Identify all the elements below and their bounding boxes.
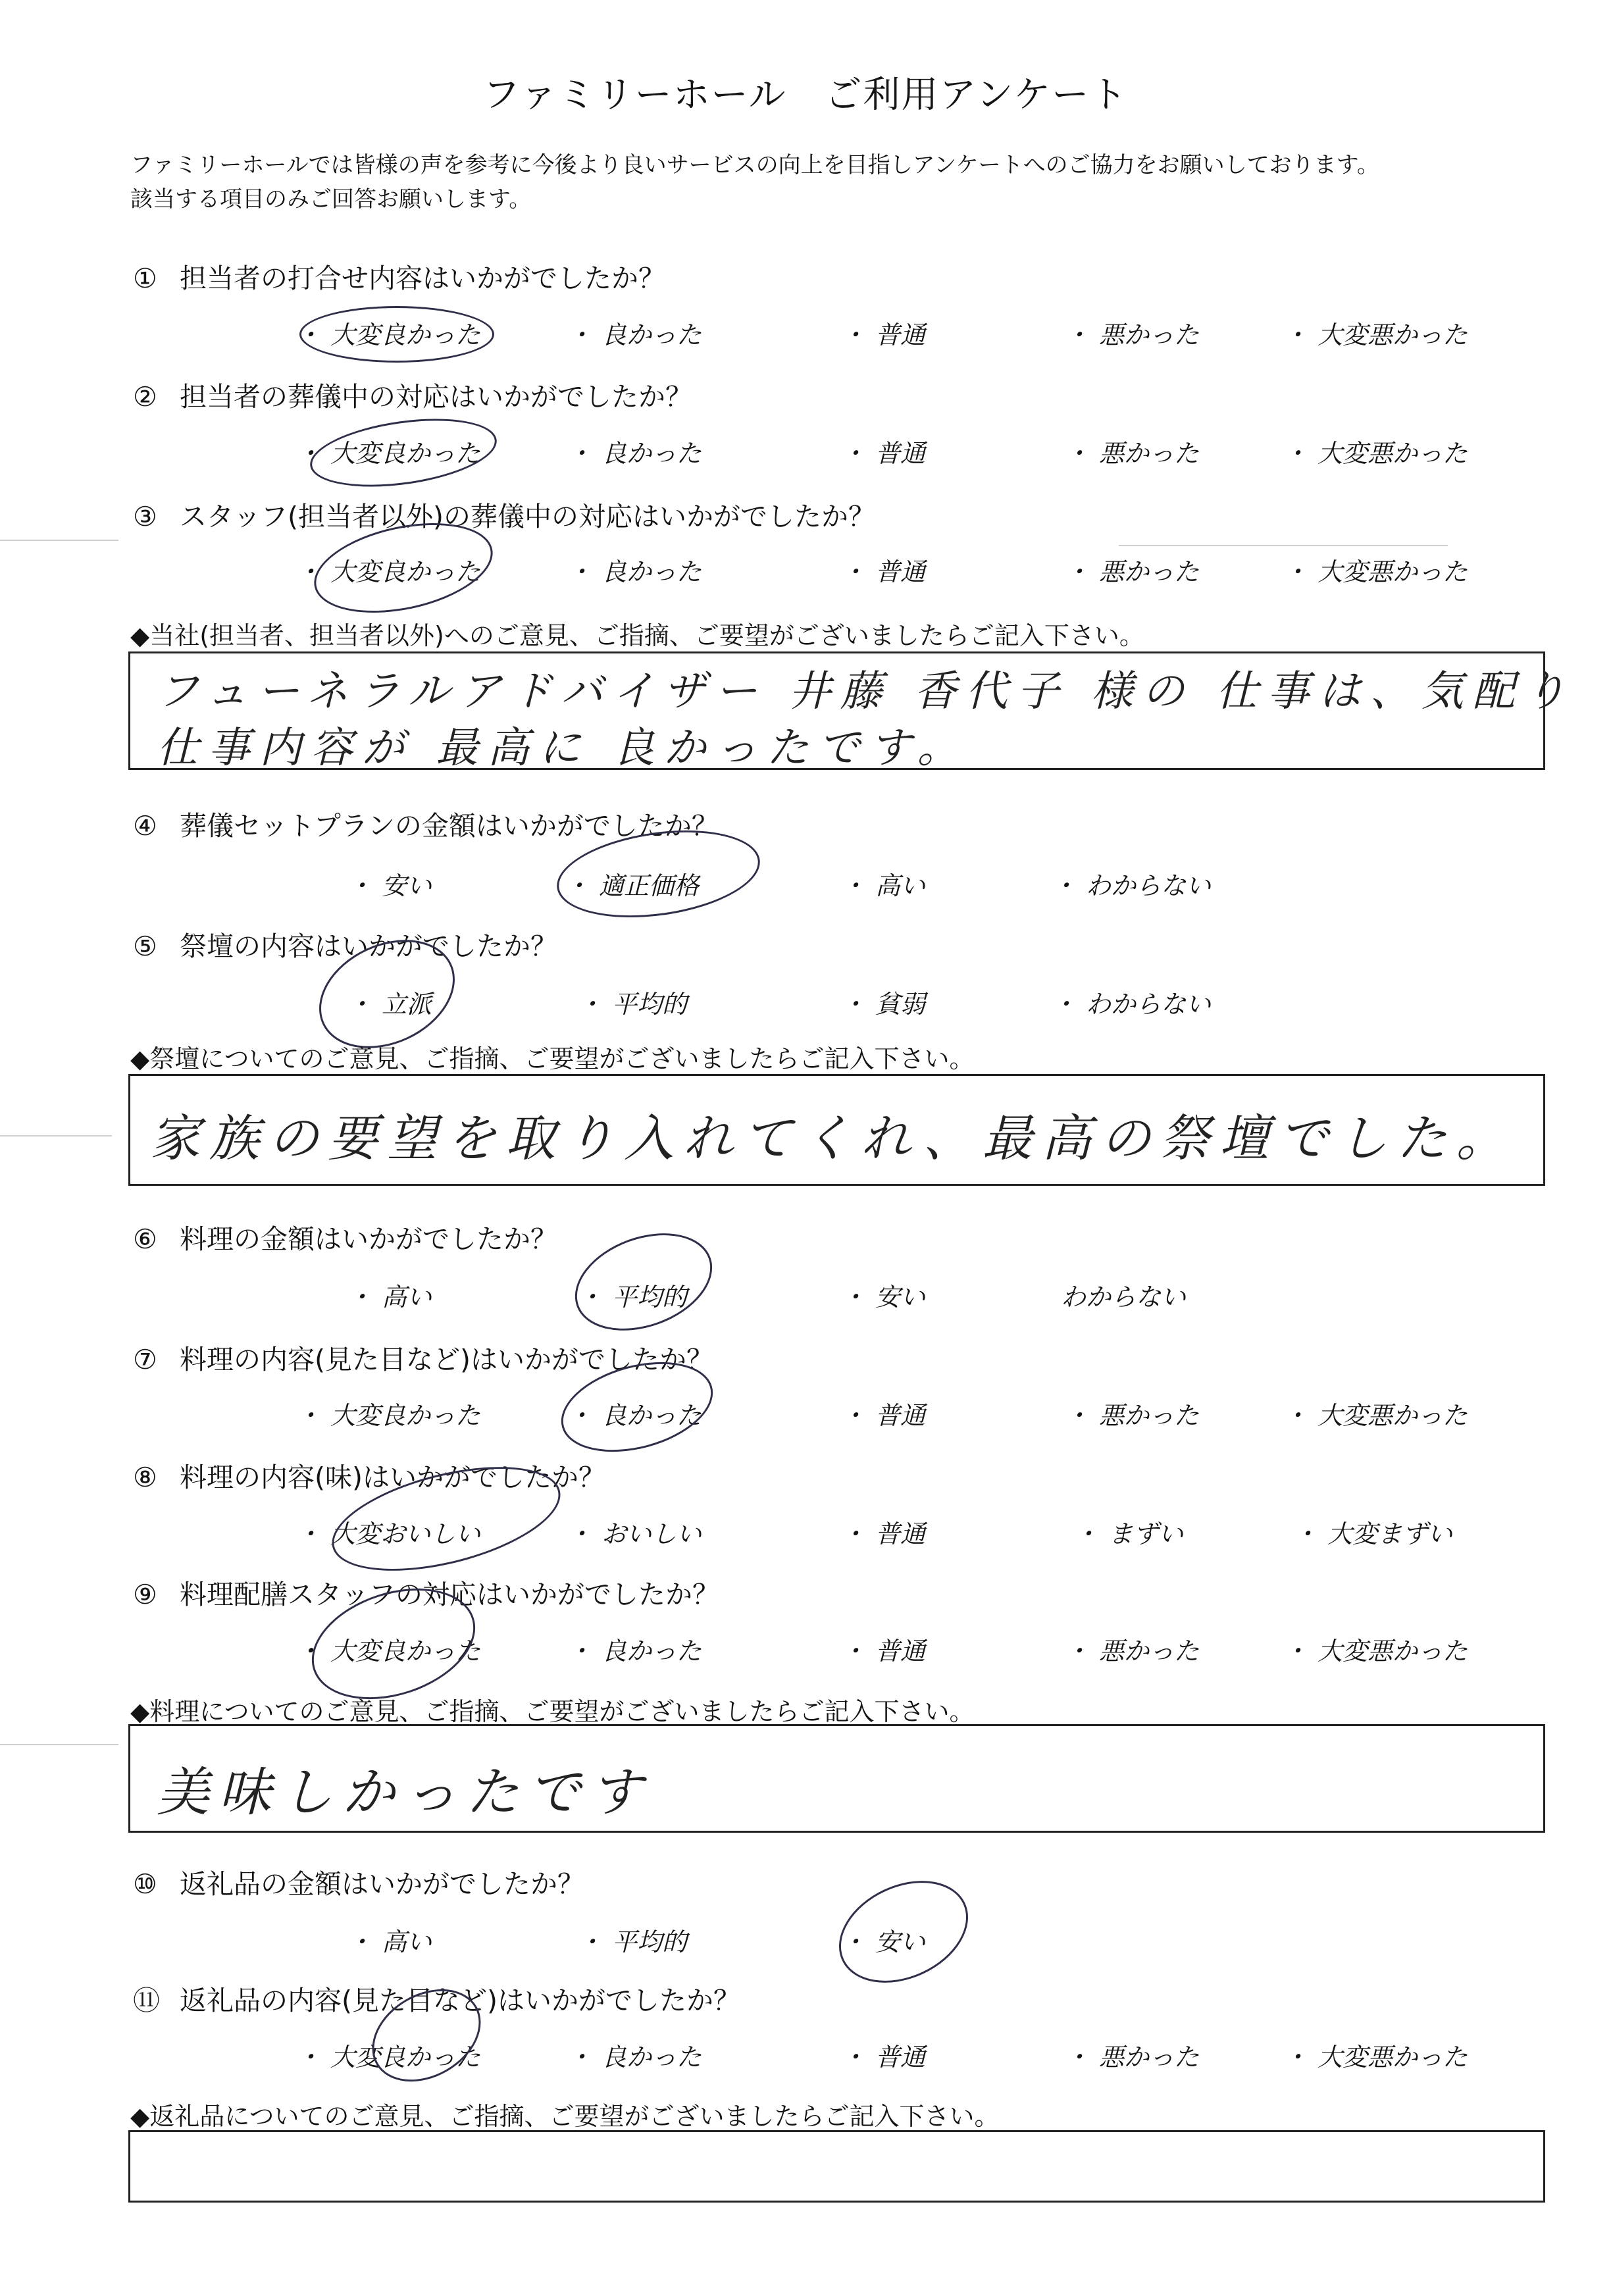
- option-expensive[interactable]: ・ 高い: [347, 1927, 432, 1956]
- scan-artifact: [0, 540, 118, 541]
- intro-line: 該当する項目のみご回答お願いします。: [130, 186, 532, 213]
- question-number: ⑪: [133, 1985, 160, 2016]
- question-5: [133, 925, 557, 963]
- option-bad[interactable]: ・ 悪かった: [1065, 557, 1200, 586]
- question-2: [133, 375, 692, 414]
- option-good[interactable]: ・ 良かった: [567, 557, 702, 586]
- comment-box[interactable]: [128, 1724, 1545, 1833]
- options-4: [0, 865, 1611, 905]
- option-very-bad[interactable]: ・ 大変悪かった: [1283, 439, 1468, 468]
- option-very-good[interactable]: ・ 大変良かった: [296, 1401, 481, 1430]
- handwritten-comment: 家族の要望を取り入れてくれ、最高の祭壇でした。: [150, 1109, 1516, 1167]
- option-good[interactable]: ・ 良かった: [567, 1401, 702, 1430]
- option-very-good[interactable]: ・ 大変良かった: [296, 320, 481, 349]
- question-number: ⑩: [133, 1868, 157, 1900]
- option-good[interactable]: ・ 良かった: [567, 320, 702, 349]
- option-cheap[interactable]: ・ 安い: [347, 871, 432, 900]
- option-bad[interactable]: ・ 悪かった: [1065, 320, 1200, 349]
- option-average[interactable]: ・ 平均的: [578, 1283, 688, 1312]
- option-good[interactable]: ・ 良かった: [567, 439, 702, 468]
- option-average[interactable]: ・ 普通: [841, 439, 926, 468]
- option-average[interactable]: ・ 普通: [841, 557, 926, 586]
- question-number: ④: [133, 810, 157, 842]
- answer-circle: [299, 306, 494, 363]
- option-average[interactable]: ・ 普通: [841, 2043, 926, 2072]
- option-very-good[interactable]: ・ 大変良かった: [296, 557, 481, 586]
- option-bad-taste[interactable]: ・ まずい: [1074, 1519, 1184, 1548]
- option-unknown[interactable]: ・ わからない: [1052, 990, 1212, 1019]
- option-splendid[interactable]: ・ 立派: [347, 990, 432, 1019]
- options-5: [0, 984, 1611, 1023]
- comment-box[interactable]: [128, 2130, 1545, 2203]
- question-text: 祭壇の内容はいかがでしたか？: [180, 931, 558, 962]
- option-average[interactable]: ・ 平均的: [578, 1927, 688, 1956]
- intro-line: ファミリーホールでは皆様の声を参考に今後より良いサービスの向上を目指しアンケートへのご協力をお願いしております。: [130, 152, 1379, 178]
- option-tasty[interactable]: ・ おいしい: [567, 1519, 702, 1548]
- option-very-good[interactable]: ・ 大変良かった: [296, 1637, 481, 1666]
- question-text: 料理の内容(味)はいかがでしたか？: [180, 1462, 606, 1493]
- option-expensive[interactable]: ・ 高い: [841, 871, 926, 900]
- question-number: ③: [133, 501, 157, 532]
- option-average[interactable]: ・ 普通: [841, 1401, 926, 1430]
- option-very-bad[interactable]: ・ 大変悪かった: [1283, 557, 1468, 586]
- option-bad[interactable]: ・ 悪かった: [1065, 1401, 1200, 1430]
- question-text: 料理配膳スタッフの対応はいかがでしたか？: [180, 1579, 720, 1610]
- question-10: [133, 1862, 584, 1901]
- comment-box[interactable]: [128, 651, 1575, 773]
- options-8: [0, 1514, 1611, 1553]
- option-very-bad[interactable]: ・ 大変悪かった: [1283, 2043, 1468, 2072]
- comment-label: ◆当社(担当者、担当者以外)へのご意見、ご指摘、ご要望がございましたらご記入下さい。: [130, 621, 1144, 650]
- question-number: ⑧: [133, 1462, 157, 1493]
- option-expensive[interactable]: ・ 高い: [347, 1283, 432, 1312]
- comment-label: ◆返礼品についてのご意見、ご指摘、ご要望がございましたらご記入下さい。: [130, 2102, 1000, 2131]
- question-number: ①: [133, 263, 157, 294]
- question-text: 返礼品の内容(見た目など)はいかがでしたか？: [180, 1985, 741, 2016]
- option-average[interactable]: ・ 普通: [841, 320, 926, 349]
- options-7: [0, 1395, 1611, 1435]
- question-text: スタッフ(担当者以外)の葬儀中の対応はいかがでしたか？: [180, 501, 876, 532]
- question-3: [133, 495, 875, 534]
- option-very-good[interactable]: ・ 大変良かった: [296, 439, 481, 468]
- handwritten-comment: 美味しかったです: [157, 1762, 652, 1823]
- option-fair-price[interactable]: ・ 適正価格: [565, 871, 700, 900]
- options-6: [0, 1277, 1611, 1316]
- option-bad[interactable]: ・ 悪かった: [1065, 2043, 1200, 2072]
- scan-artifact: [0, 1744, 118, 1745]
- option-average[interactable]: ・ 普通: [841, 1519, 926, 1548]
- question-number: ⑤: [133, 931, 157, 962]
- option-poor[interactable]: ・ 貧弱: [841, 990, 926, 1019]
- option-very-bad-taste[interactable]: ・ 大変まずい: [1293, 1519, 1453, 1548]
- option-very-bad[interactable]: ・ 大変悪かった: [1283, 1637, 1468, 1666]
- question-text: 葬儀セットプランの金額はいかがでしたか？: [180, 810, 719, 842]
- scan-artifact: [1119, 545, 1448, 546]
- option-bad[interactable]: ・ 悪かった: [1065, 439, 1200, 468]
- option-very-bad[interactable]: ・ 大変悪かった: [1283, 320, 1468, 349]
- question-number: ⑥: [133, 1223, 157, 1255]
- comment-label: ◆祭壇についてのご意見、ご指摘、ご要望がございましたらご記入下さい。: [130, 1044, 975, 1073]
- options-9: [0, 1631, 1611, 1670]
- question-number: ⑨: [133, 1579, 157, 1610]
- option-average[interactable]: ・ 普通: [841, 1637, 926, 1666]
- option-very-bad[interactable]: ・ 大変悪かった: [1283, 1401, 1468, 1430]
- option-good[interactable]: ・ 良かった: [567, 2043, 702, 2072]
- question-6: [133, 1217, 557, 1256]
- option-unknown[interactable]: わからない: [1061, 1283, 1187, 1312]
- survey-title: ファミリーホール ご利用アンケート: [482, 74, 1129, 116]
- question-text: 担当者の葬儀中の対応はいかがでしたか？: [180, 381, 693, 413]
- answer-circle: [306, 409, 501, 497]
- comment-label: ◆料理についてのご意見、ご指摘、ご要望がございましたらご記入下さい。: [130, 1697, 975, 1726]
- question-text: 料理の内容(見た目など)はいかがでしたか？: [180, 1344, 714, 1375]
- option-very-tasty[interactable]: ・ 大変おいしい: [296, 1519, 481, 1548]
- options-2: [0, 433, 1611, 472]
- question-text: 料理の金額はいかがでしたか？: [180, 1223, 558, 1255]
- option-average[interactable]: ・ 平均的: [578, 990, 688, 1019]
- options-10: [0, 1922, 1611, 1961]
- scan-artifact: [0, 1135, 112, 1136]
- answer-circle: [823, 1861, 984, 2003]
- question-1: [133, 257, 665, 295]
- option-bad[interactable]: ・ 悪かった: [1065, 1637, 1200, 1666]
- question-number: ⑦: [133, 1344, 157, 1375]
- option-cheap[interactable]: ・ 安い: [841, 1283, 926, 1312]
- option-very-good[interactable]: ・ 大変良かった: [296, 2043, 481, 2072]
- options-3: [0, 551, 1611, 591]
- option-good[interactable]: ・ 良かった: [567, 1637, 702, 1666]
- question-text: 担当者の打合せ内容はいかがでしたか？: [180, 263, 666, 294]
- answer-circle: [561, 1215, 725, 1348]
- comment-box[interactable]: [128, 1074, 1545, 1186]
- handwritten-comment: 仕事内容が 最高に 良かったです。: [157, 724, 969, 773]
- options-11: [0, 2037, 1611, 2076]
- survey-intro: [130, 148, 1552, 217]
- option-unknown[interactable]: ・ わからない: [1052, 871, 1212, 900]
- question-number: ②: [133, 381, 157, 413]
- options-1: [0, 315, 1611, 354]
- handwritten-comment: フューネラルアドバイザー 井藤 香代子 様の 仕事は、気配り: [157, 667, 1575, 716]
- option-cheap[interactable]: ・ 安い: [841, 1927, 926, 1956]
- question-text: 返礼品の金額はいかがでしたか？: [180, 1868, 585, 1900]
